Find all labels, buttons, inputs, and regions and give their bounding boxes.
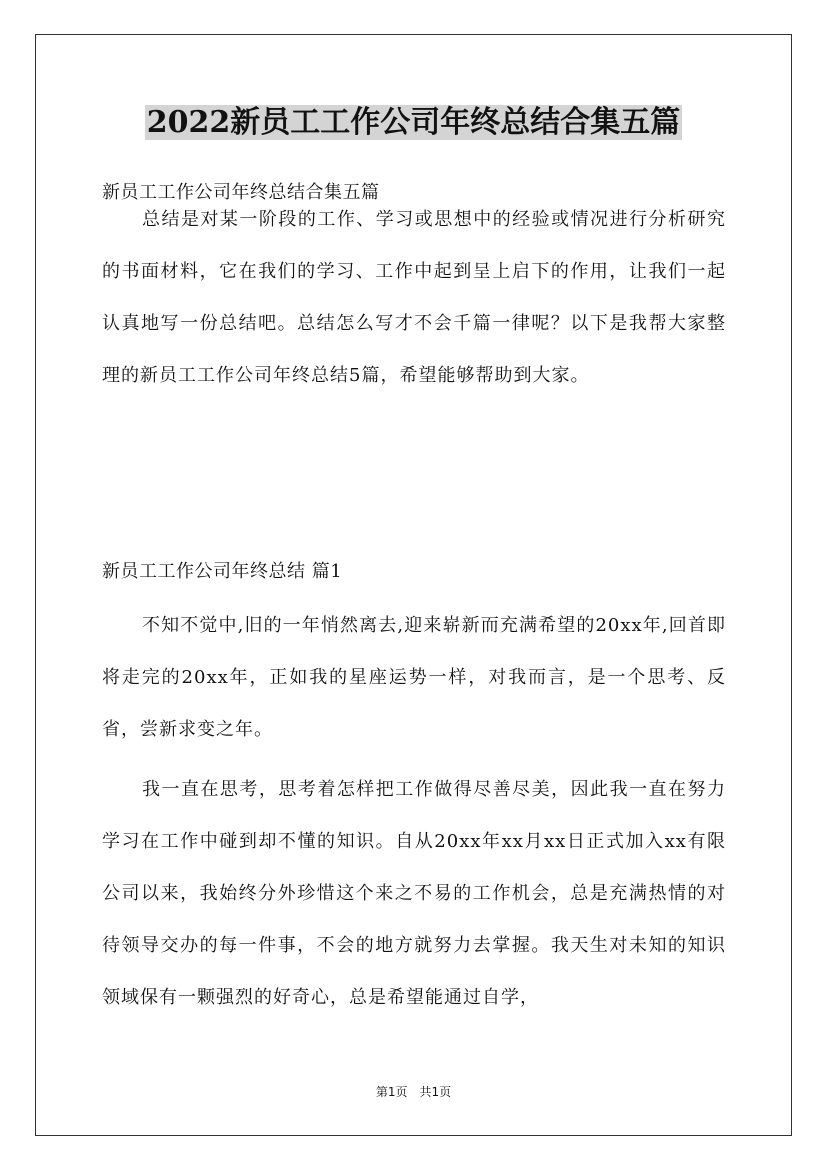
document-subtitle: 新员工工作公司年终总结合集五篇	[102, 182, 380, 203]
page-number: 第1页	[375, 1085, 408, 1099]
page-total: 共1页	[419, 1085, 452, 1099]
section1-paragraph-2: 我一直在思考，思考着怎样把工作做得尽善尽美，因此我一直在努力学习在工作中碰到却不懂的知识。自从20xx年xx月xx日正式加入xx有限公司以来，我始终分外珍惜这个来之不易的工作机会，总是充满热情的对待领导交办的每一件事，不会的地方就努力去掌握。我天生对未知的知识领域保有一颗强烈的好奇心，总是希望能通过自学，	[102, 779, 726, 1008]
page-footer	[0, 1084, 827, 1100]
intro-paragraph: 总结是对某一阶段的工作、学习或思想中的经验或情况进行分析研究的书面材料，它在我们的学习、工作中起到呈上启下的作用，让我们一起认真地写一份总结吧。总结怎么写才不会千篇一律呢？以下是我帮大家整理的新员工工作公司年终总结5篇，希望能够帮助到大家。	[102, 209, 726, 386]
section-heading-1: 新员工工作公司年终总结 篇1	[102, 561, 343, 582]
section1-paragraph-1: 不知不觉中,旧的一年悄然离去,迎来崭新而充满希望的20xx年,回首即将走完的20xx年，正如我的星座运势一样，对我而言，是一个思考、反省，尝新求变之年。	[102, 615, 726, 740]
document-title-text: 2022新员工工作公司年终总结合集五篇	[146, 105, 681, 140]
document-title	[0, 98, 827, 148]
